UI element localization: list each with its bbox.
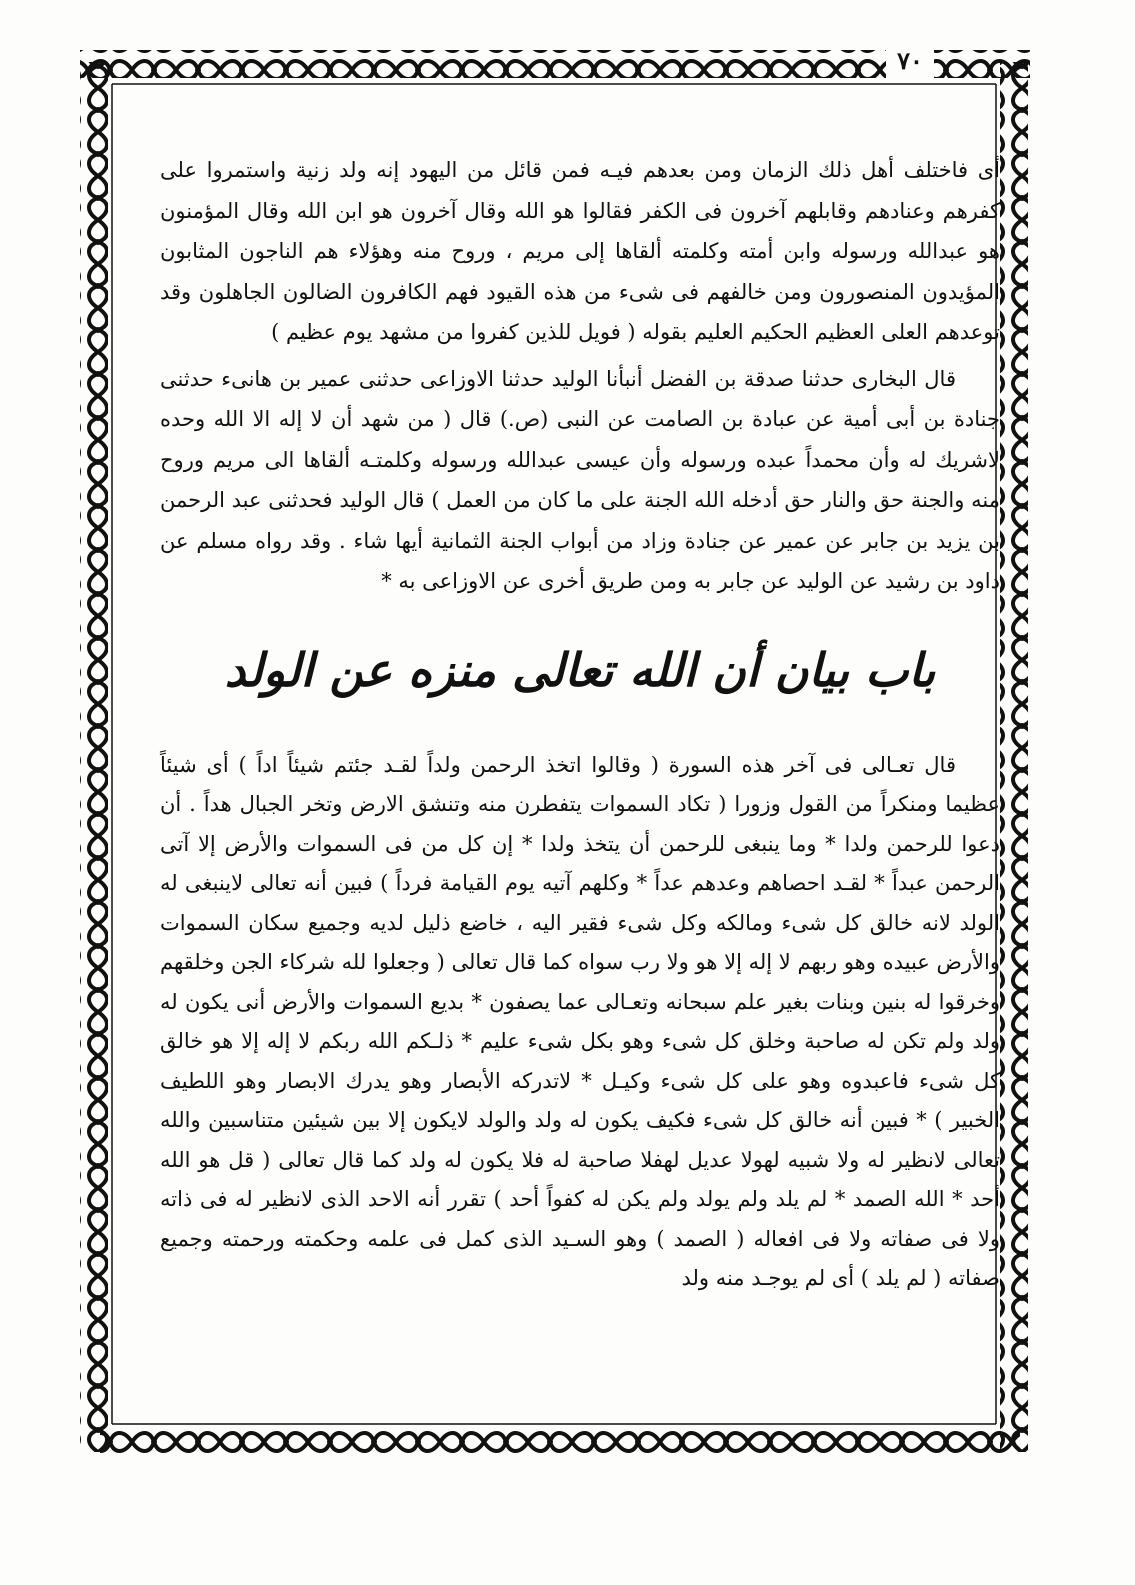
- page-content: [160, 150, 1000, 1299]
- paragraph-2: قال البخارى حدثنا صدقة بن الفضل أنبأنا الوليد حدثنا الاوزاعى حدثنى عمير بن هانىء حدثنى جنادة بن أبى أمية عن عبادة بن الصامت عن النبى (ص.) قال ( من شهد أن لا إله الا الله وحده لاشريك له وأن محمداً عبده ورسوله وأن عيسى عبدالله ورسوله وكلمتـه ألقاها الى مريم وروح منه والجنة حق والنار حق أدخله الله الجنة على ما كان من العمل ) قال الوليد فحدثنى عبد الرحمن بن يزيد بن جابر عن عمير عن جنادة وزاد من أبواب الجنة الثمانية أيها شاء . وقد رواه مسلم عن داود بن رشيد عن الوليد عن جابر به ومن طريق أخرى عن الاوزاعى به *: [160, 366, 1000, 593]
- paragraph-1: أى فاختلف أهل ذلك الزمان ومن بعدهم فيـه فمن قائل من اليهود إنه ولد زنية واستمروا على كفرهم وعنادهم وقابلهم آخرون فى الكفر فقالوا هو الله وقال آخرون هو ابن الله وقال المؤمنون هو عبدالله ورسوله وابن أمته وكلمته ألقاها إلى مريم ، وروح منه وهؤلاء هم الناجون المثابون المؤيدون المنصورون ومن خالفهم فى شىء من هذه القيود فهم الكافرون الضالون الجاهلون وقد توعدهم العلى العظيم الحكيم العليم بقوله ( فويل للذين كفروا من مشهد يوم عظيم ): [160, 158, 1000, 344]
- chapter-title: باب بيان أن الله تعالى منزه عن الولد: [224, 642, 936, 697]
- paragraph-3: قال تعـالى فى آخر هذه السورة ( وقالوا اتخذ الرحمن ولداً لقـد جئتم شيئاً اداً ) أى شيئاً عظيما ومنكراً من القول وزورا ( تكاد السموات يتفطرن منه وتنشق الارض وتخر الجبال هداً . أن دعوا للرحمن ولدا * وما ينبغى للرحمن أن يتخذ ولدا * إن كل من فى السموات والأرض إلا آتى الرحمن عبداً * لقـد احصاهم وعدهم عداً * وكلهم آتيه يوم القيامة فرداً ) فبين أنه تعالى لاينبغى له الولد لانه خالق كل شىء ومالكه وكل شىء فقير اليه ، خاضع ذليل لديه وجميع سكان السموات والأرض عبيده وهو ربهم لا إله إلا هو ولا رب سواه كما قال تعالى ( وجعلوا لله شركاء الجن وخلقهم وخرقوا له بنين وبنات بغير علم سبحانه وتعـالى عما يصفون * بديع السموات والأرض أنى يكون له ولد ولم تكن له صاحبة وخلق كل شىء وهو بكل شىء عليم * ذلـكم الله ربكم لا إله إلا هو خالق كل شىء فاعبدوه وهو على كل شىء وكيـل * لاتدركه الأبصار وهو يدرك الابصار وهو اللطيف الخبير ) * فبين أنه خالق كل شىء فكيف يكون له ولد والولد لايكون إلا بين شيئين متناسبين والله تعالى لانظير له ولا شبيه لهولا عديل لهفلا صاحبة له فلا يكون له ولد كما قال تعالى ( قل هو الله أحد * الله الصمد * لم يلد ولم يولد ولم يكن له كفواً أحد ) تقرر أنه الاحد الذى لانظير له فى ذاته ولا فى صفاته ولا فى افعاله ( الصمد ) وهو السـيد الذى كمل فى علمه وحكمته ورحمته وجميع صفاته ( لم يلد ) أى لم يوجـد منه ولد: [160, 752, 1000, 1290]
- page-number: ٧٠: [886, 44, 934, 78]
